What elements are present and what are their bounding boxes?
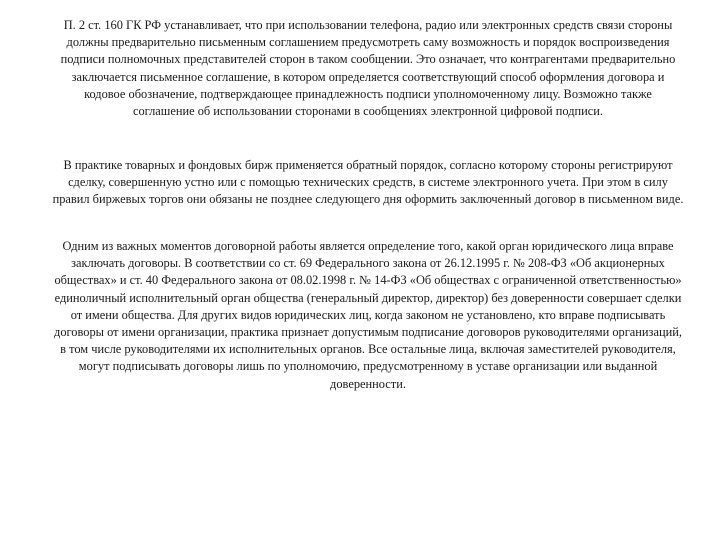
paragraph-authorized-body: Одним из важных моментов договорной работы является определение того, какой орган юридического лица вправе заключать договоры. В соответствии со ст. 69 Федерального закона от 26.12.1995 г. № 208-ФЗ «Об акционерных обществах» и ст. 40 Федерального закона от 08.02.1998 г. № 14-ФЗ «Об обществах с ограниченной ответственностью» единоличный исполнительный орган общества (генеральный директор, директор) без доверенности совершает сделки от имени общества. Для других видов юридических лиц, когда законом не установлено, кто вправе подписывать договоры от имени организации, практика признает допустимым подписание договоров руководителями организаций, в том числе руководителями их исполнительных органов. Все остальные лица, включая заместителей руководителя, могут подписывать договоры лишь по уполномочию, предусмотренному в уставе организации или выданной доверенности. [54, 239, 682, 391]
paragraph-electronic-signature: П. 2 ст. 160 ГК РФ устанавливает, что при использовании телефона, радио или электронных средств связи стороны должны предварительно письменным соглашением предусмотреть саму возможность и порядок воспроизведения подписи полномочных представителей сторон в таком сообщении. Это означает, что контрагентами предварительно заключается письменное соглашение, в котором определяется соответствующий способ оформления договора и кодовое обозначение, подтверждающее принадлежность подписи уполномоченному лицу. Возможно также соглашение об использовании сторонами в сообщениях электронной цифровой подписи. [60, 18, 676, 119]
paragraph-exchange-practice: В практике товарных и фондовых бирж применяется обратный порядок, согласно которому стороны регистрируют сделку, совершенную устно или с помощью технических средств, в системе электронного учета. При этом в силу правил биржевых торгов они обязаны не позднее следующего дня оформить заключенный договор в письменном виде. [52, 158, 684, 207]
